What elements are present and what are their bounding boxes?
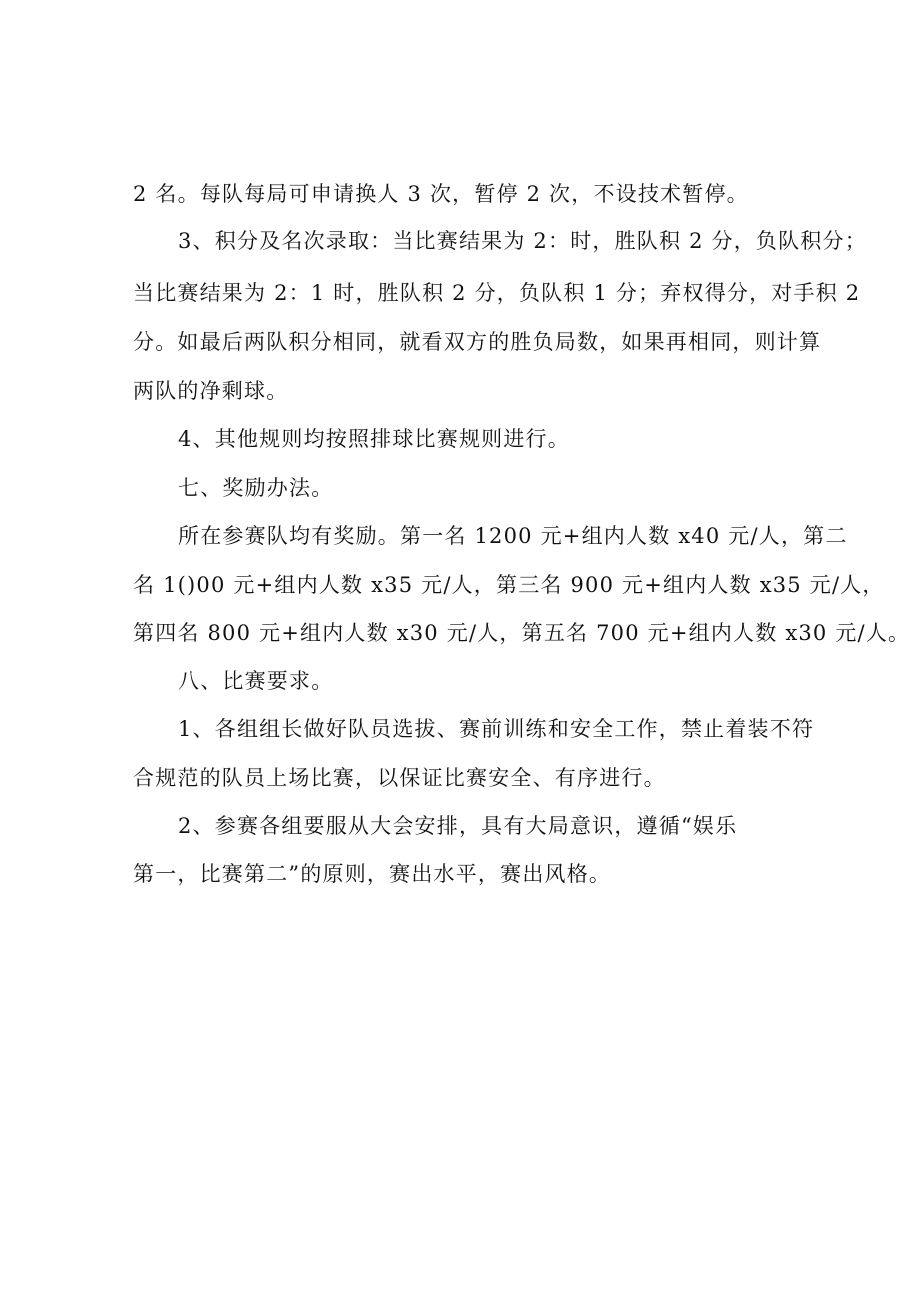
text-line: 所在参赛队均有奖励。第一名 1200 元+组内人数 x40 元/人，第二	[178, 524, 848, 548]
heading-scoring: 3、积分及名次录取：当比赛结果为 2：时，胜队积 2 分，负队积分；	[178, 229, 867, 253]
text-line: 名 1()00 元+组内人数 x35 元/人，第三名 900 元+组内人数 x35 元/人，	[133, 573, 885, 597]
text-line: 第一，比赛第二”的原则，赛出水平，赛出风格。	[133, 862, 612, 886]
text-line: 2 名。每队每局可申请换人 3 次，暂停 2 次，不设技术暂停。	[133, 182, 749, 206]
text-line: 分。如最后两队积分相同，就看双方的胜负局数，如果再相同，则计算	[133, 330, 822, 354]
text-line: 当比赛结果为 2：1 时，胜队积 2 分，负队积 1 分；弃权得分，对手积 2	[133, 281, 861, 305]
text-line: 第四名 800 元+组内人数 x30 元/人，第五名 700 元+组内人数 x30 元/人。	[133, 621, 911, 645]
text-line: 1、各组组长做好队员选拔、赛前训练和安全工作，禁止着装不符	[178, 717, 815, 741]
text-line: 两队的净剩球。	[133, 379, 289, 403]
text-line: 4、其他规则均按照排球比赛规则进行。	[178, 427, 570, 451]
text-line: 2、参赛各组要服从大会安排，具有大局意识，遵循“娱乐	[178, 814, 738, 838]
text-line: 合规范的队员上场比赛，以保证比赛安全、有序进行。	[133, 766, 666, 790]
section-heading-requirements: 八、比赛要求。	[178, 669, 334, 693]
section-heading-rewards: 七、奖励办法。	[178, 476, 334, 500]
